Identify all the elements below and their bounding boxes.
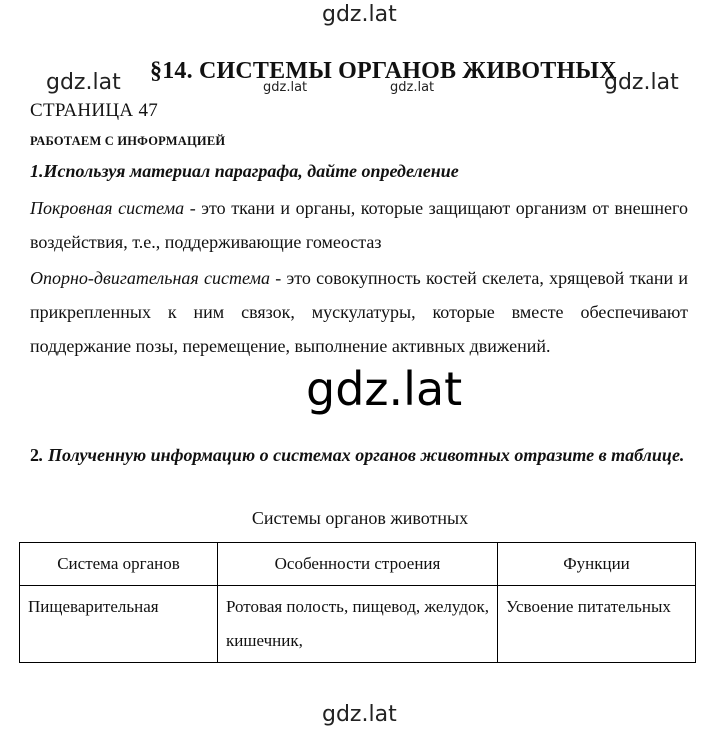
watermark-small-1: gdz.lat xyxy=(263,80,308,95)
question-2 xyxy=(30,440,690,470)
watermark-small-2: gdz.lat xyxy=(390,80,435,95)
definition-text: - это совокупность костей скелета, хрящевой ткани и прикрепленных к ним связок, мускулатуры, которые вместе обеспечивают поддержание позы, перемещение, выполнение активных движений. xyxy=(30,268,688,356)
watermark-top: gdz.lat xyxy=(322,2,397,27)
table-cell: Усвоение питательных xyxy=(498,586,696,663)
question-2-text: . Полученную информацию о системах органов животных отразите в таблице. xyxy=(39,445,685,465)
header-cell-structure: Особенности строения xyxy=(218,543,498,586)
table-caption: Системы органов животных xyxy=(251,508,469,528)
page-title: §14. СИСТЕМЫ ОРГАНОВ ЖИВОТНЫХ xyxy=(150,58,617,84)
table-row xyxy=(20,586,696,663)
header-cell-functions: Функции xyxy=(498,543,696,586)
section-heading: РАБОТАЕМ С ИНФОРМАЦИЕЙ xyxy=(30,134,226,148)
definition-term: Покровная система xyxy=(30,198,185,218)
organ-systems-table xyxy=(19,542,696,663)
table-cell: Ротовая полость, пищевод, желудок, кишечник, xyxy=(218,586,498,663)
table-header-row xyxy=(20,543,696,586)
watermark-bottom: gdz.lat xyxy=(322,702,397,727)
watermark-left: gdz.lat xyxy=(46,70,121,95)
table-cell: Пищеварительная xyxy=(20,586,218,663)
definition-paragraph-2 xyxy=(30,261,688,363)
definition-term: Опорно-двигательная система xyxy=(30,268,271,288)
header-cell-system: Система органов xyxy=(20,543,218,586)
definition-paragraph-1 xyxy=(30,191,688,259)
definition-text: - это ткани и органы, которые защищают организм от внешнего воздействия, т.е., поддерживающие гомеостаз xyxy=(30,198,688,252)
question-2-number: 2 xyxy=(30,445,39,465)
watermark-center: gdz.lat xyxy=(306,362,463,416)
question-1: 1.Используя материал параграфа, дайте определение xyxy=(30,161,459,181)
page-number-label: СТРАНИЦА 47 xyxy=(30,100,159,121)
watermark-right: gdz.lat xyxy=(604,70,679,95)
